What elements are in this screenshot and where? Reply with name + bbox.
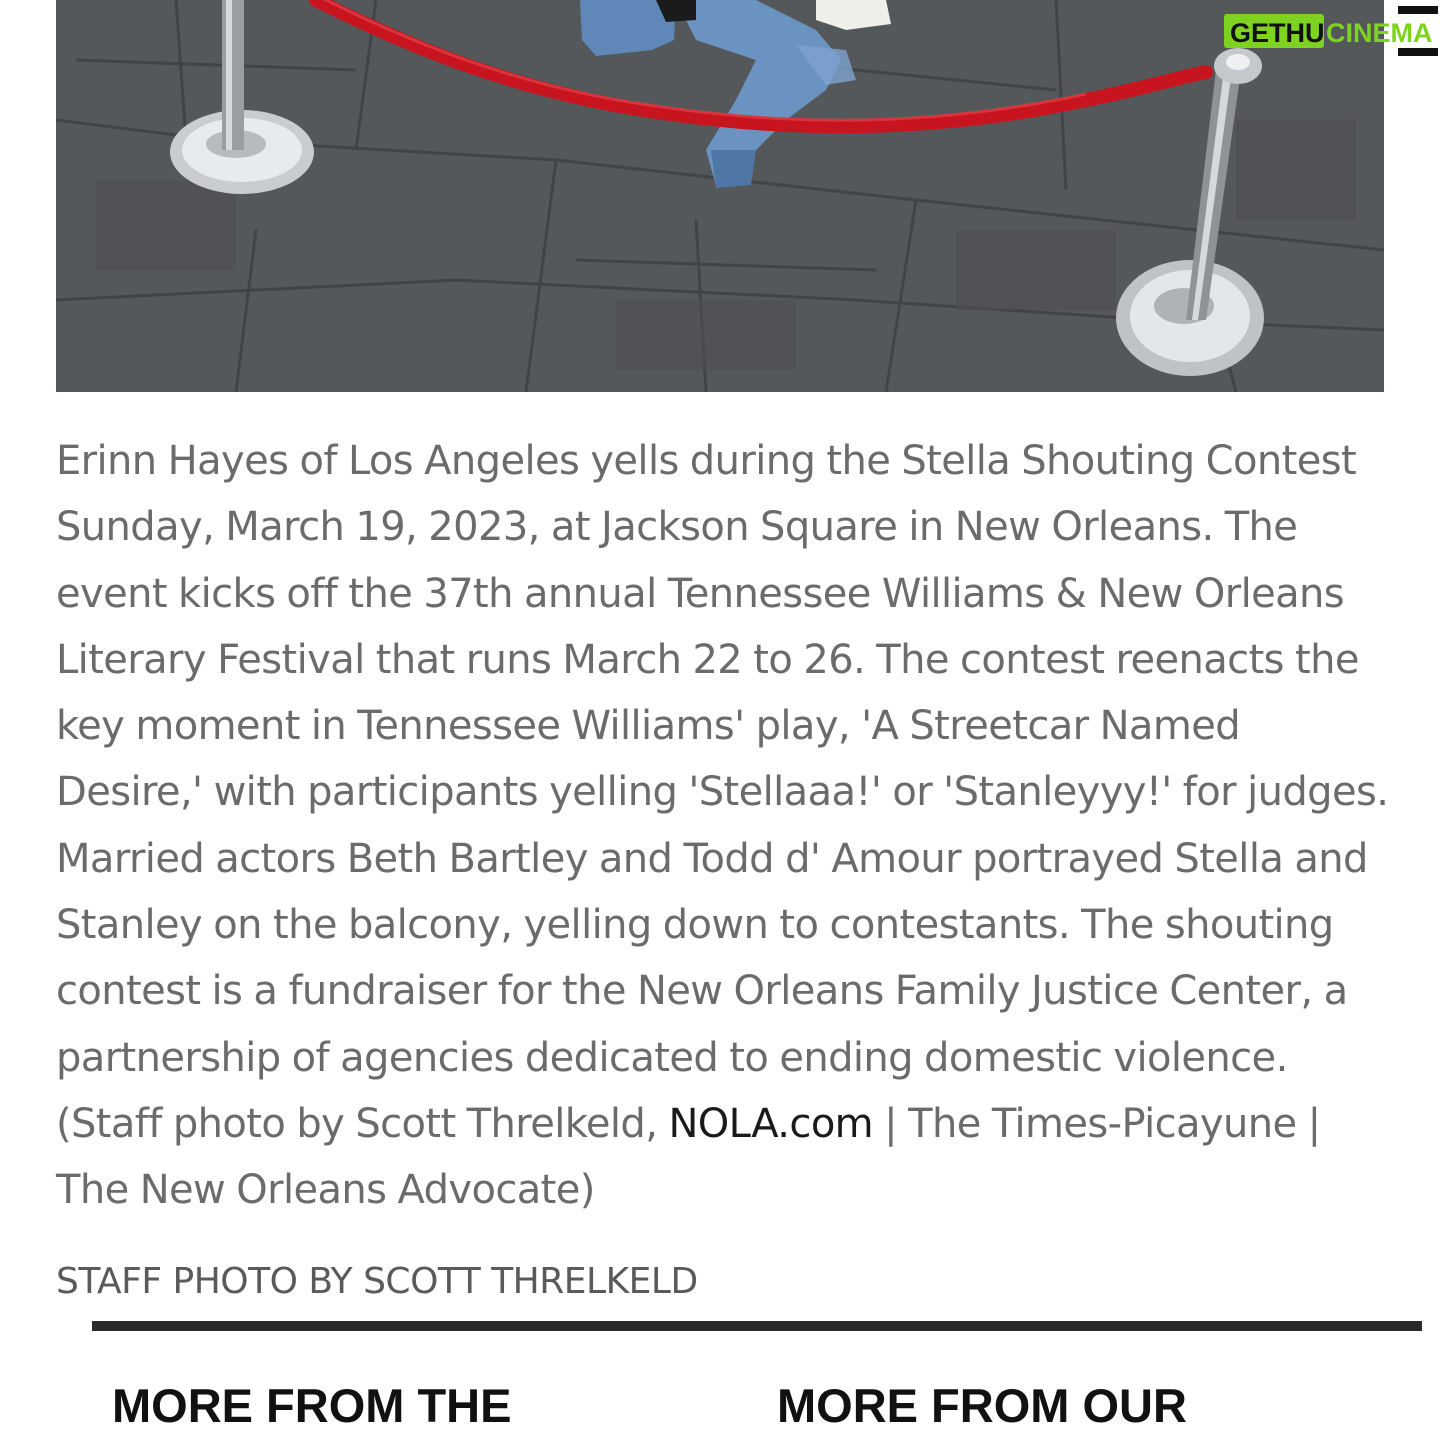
nola-link[interactable]: NOLA.com — [668, 1100, 874, 1147]
watermark-text-b: CINEMA — [1326, 18, 1433, 48]
article-photo — [56, 0, 1384, 392]
channel-watermark — [1222, 4, 1440, 56]
photo-scene — [56, 0, 1384, 392]
section-divider — [92, 1321, 1422, 1331]
more-from-heading-left: MORE FROM THE — [112, 1379, 512, 1432]
more-from-heading-right: MORE FROM OUR — [777, 1379, 1187, 1432]
photo-caption — [56, 428, 1396, 1224]
caption-text-end: | The Times-Picayune | The New Orleans Advocate) — [56, 1100, 1321, 1214]
watermark-text-a: GETHU — [1230, 18, 1325, 48]
photo-credit: STAFF PHOTO BY SCOTT THRELKELD — [56, 1261, 698, 1302]
caption-text: Erinn Hayes of Los Angeles yells during the Stella Shouting Contest Sunday, March 19, 2023, at Jackson Square in New Orleans. The event kicks off the 37th annual Tennessee Williams & New Orleans Literary Festival that runs March 22 to 26. The contest reenacts the key moment in Tennessee Williams' play, 'A Streetcar Named Desire,' with participants yelling 'Stellaaa!' or 'Stanleyyy!' for judges. Married actors Beth Bartley and Todd d' Amour portrayed Stella and Stanley on the balcony, yelling down to contestants. The shouting contest is a fundraiser for the New Orleans Family Justice Center, a partnership of agencies dedicated to ending domestic violence. (Staff photo by Scott Threlkeld, — [56, 438, 1389, 1147]
